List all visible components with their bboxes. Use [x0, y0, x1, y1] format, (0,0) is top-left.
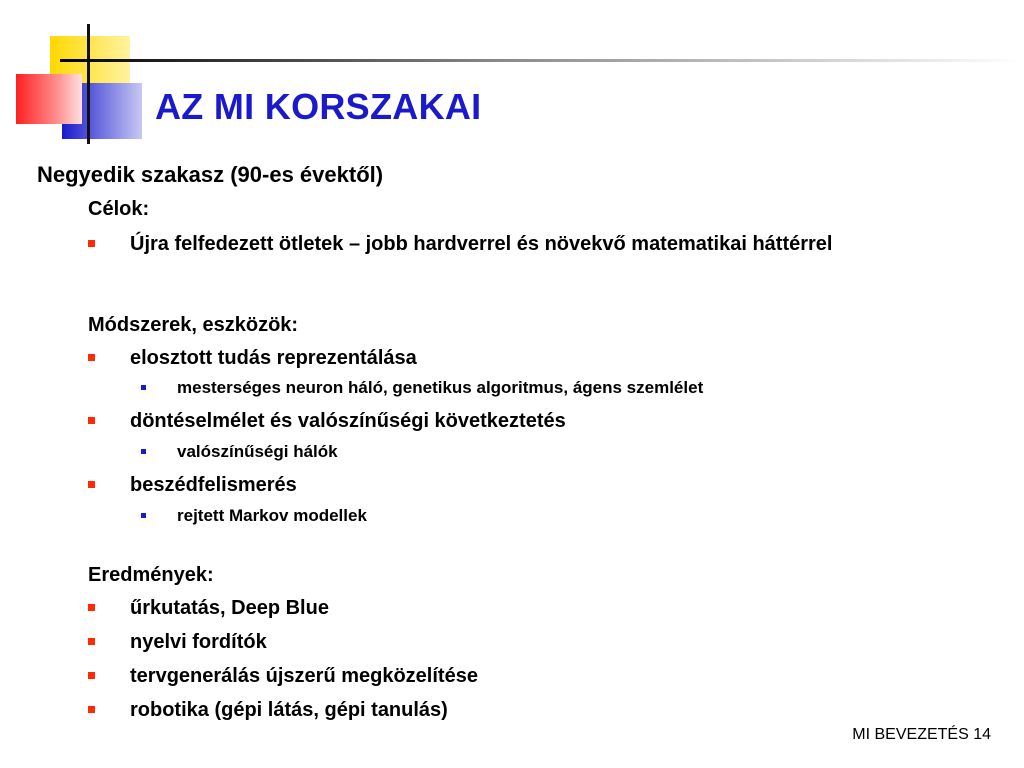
methods-subitem: [177, 505, 367, 527]
deco-vertical-line: [87, 24, 90, 144]
red-square-bullet-icon: [88, 481, 95, 488]
red-square-bullet-icon: [88, 638, 95, 645]
results-item: [130, 629, 950, 655]
results-item-text: robotika (gépi látás, gépi tanulás): [130, 699, 448, 721]
results-item: [130, 663, 950, 689]
blue-square-bullet-icon: [141, 449, 146, 454]
methods-item: [130, 472, 950, 498]
blue-square-bullet-icon: [141, 385, 146, 390]
red-square-bullet-icon: [88, 354, 95, 361]
methods-subitem-text: rejtett Markov modellek: [177, 506, 367, 525]
methods-subitem: [177, 377, 703, 399]
methods-item: [130, 408, 950, 434]
results-heading: Eredmények:: [88, 564, 214, 586]
red-square-bullet-icon: [88, 417, 95, 424]
goals-item: [130, 231, 950, 257]
slide-footer: MI BEVEZETÉS 14: [852, 726, 991, 743]
results-item: [130, 595, 950, 621]
red-square-bullet-icon: [88, 672, 95, 679]
title-decoration: [0, 0, 1024, 150]
red-square-bullet-icon: [88, 604, 95, 611]
slide-title: AZ MI KORSZAKAI: [155, 86, 482, 127]
goals-item-text: Újra felfedezett ötletek – jobb hardverrel és növekvő matematikai háttérrel: [130, 233, 833, 255]
methods-item-text: döntéselmélet és valószínűségi következtetés: [130, 410, 566, 432]
red-square-bullet-icon: [88, 706, 95, 713]
blue-square-bullet-icon: [141, 513, 146, 518]
goals-heading: Célok:: [88, 198, 150, 220]
deco-red-square: [16, 74, 82, 124]
methods-item: [130, 345, 950, 371]
results-item-text: űrkutatás, Deep Blue: [130, 597, 329, 619]
red-square-bullet-icon: [88, 240, 95, 247]
methods-item-text: beszédfelismerés: [130, 474, 297, 496]
slide-subtitle: Negyedik szakasz (90-es évektől): [37, 162, 384, 187]
methods-heading: Módszerek, eszközök:: [88, 314, 299, 336]
methods-subitem: [177, 441, 338, 463]
methods-item-text: elosztott tudás reprezentálása: [130, 347, 417, 369]
results-item: [130, 697, 950, 723]
results-item-text: nyelvi fordítók: [130, 631, 267, 653]
methods-subitem-text: valószínűségi hálók: [177, 442, 338, 461]
results-item-text: tervgenerálás újszerű megközelítése: [130, 665, 478, 687]
methods-subitem-text: mesterséges neuron háló, genetikus algoritmus, ágens szemlélet: [177, 378, 704, 397]
deco-horizontal-line: [60, 59, 1024, 62]
